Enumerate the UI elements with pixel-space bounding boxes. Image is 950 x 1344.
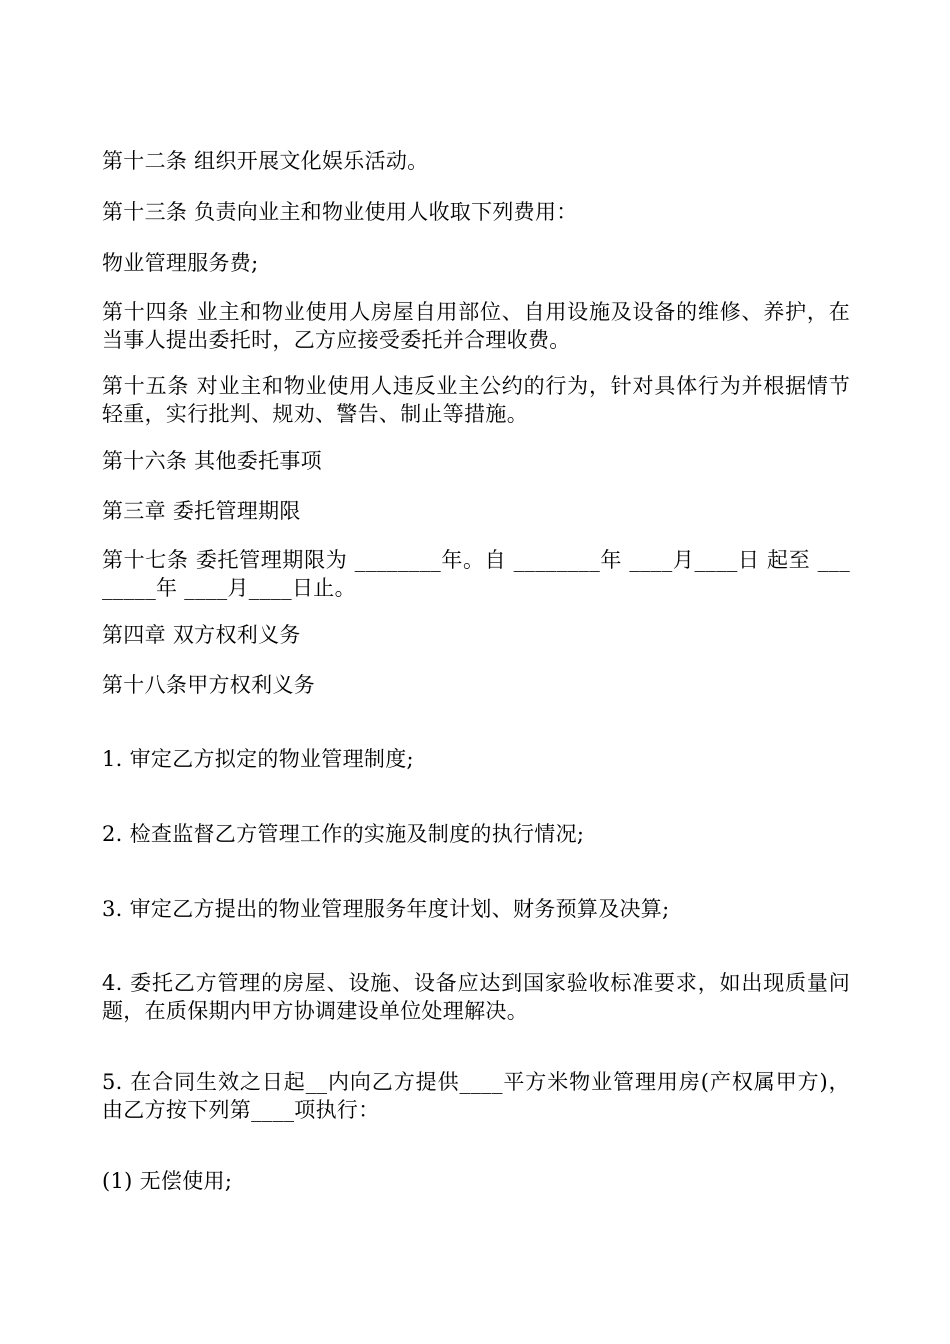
clause-18: 第十八条甲方权利义务 (102, 673, 315, 697)
clause-16: 第十六条 其他委托事项 (102, 449, 322, 473)
clause-13: 第十三条 负责向业主和物业使用人收取下列费用： (102, 200, 578, 224)
party-a-item-2: 2. 检查监督乙方管理工作的实施及制度的执行情况; (102, 822, 585, 846)
fee-item: 物业管理服务费; (102, 251, 259, 275)
party-a-item-4: 4. 委托乙方管理的房屋、设施、设备应达到国家验收标准要求，如出现质量问题，在质保期内甲方协调建设单位处理解决。 (102, 971, 850, 1023)
chapter-4-heading: 第四章 双方权利义务 (102, 623, 301, 647)
clause-14: 第十四条 业主和物业使用人房屋自用部位、自用设施及设备的维修、养护，在当事人提出委托时，乙方应接受委托并合理收费。 (102, 300, 850, 352)
chapter-3-heading: 第三章 委托管理期限 (102, 499, 301, 523)
party-a-item-1: 1. 审定乙方拟定的物业管理制度; (102, 747, 414, 771)
clause-17: 第十七条 委托管理期限为 ________年。自 ________年 ____月____日 起至 ________年 ____月____日止。 (102, 548, 850, 600)
party-a-item-3: 3. 审定乙方提出的物业管理服务年度计划、财务预算及决算; (102, 897, 670, 921)
party-a-item-5: 5. 在合同生效之日起__内向乙方提供____平方米物业管理用房(产权属甲方)，由乙方按下列第____项执行： (102, 1070, 850, 1122)
clause-12: 第十二条 组织开展文化娱乐活动。 (102, 149, 429, 173)
clause-15: 第十五条 对业主和物业使用人违反业主公约的行为，针对具体行为并根据情节轻重，实行批判、规劝、警告、制止等措施。 (102, 374, 850, 426)
party-a-item-5-option-1: (1) 无偿使用; (102, 1169, 233, 1193)
